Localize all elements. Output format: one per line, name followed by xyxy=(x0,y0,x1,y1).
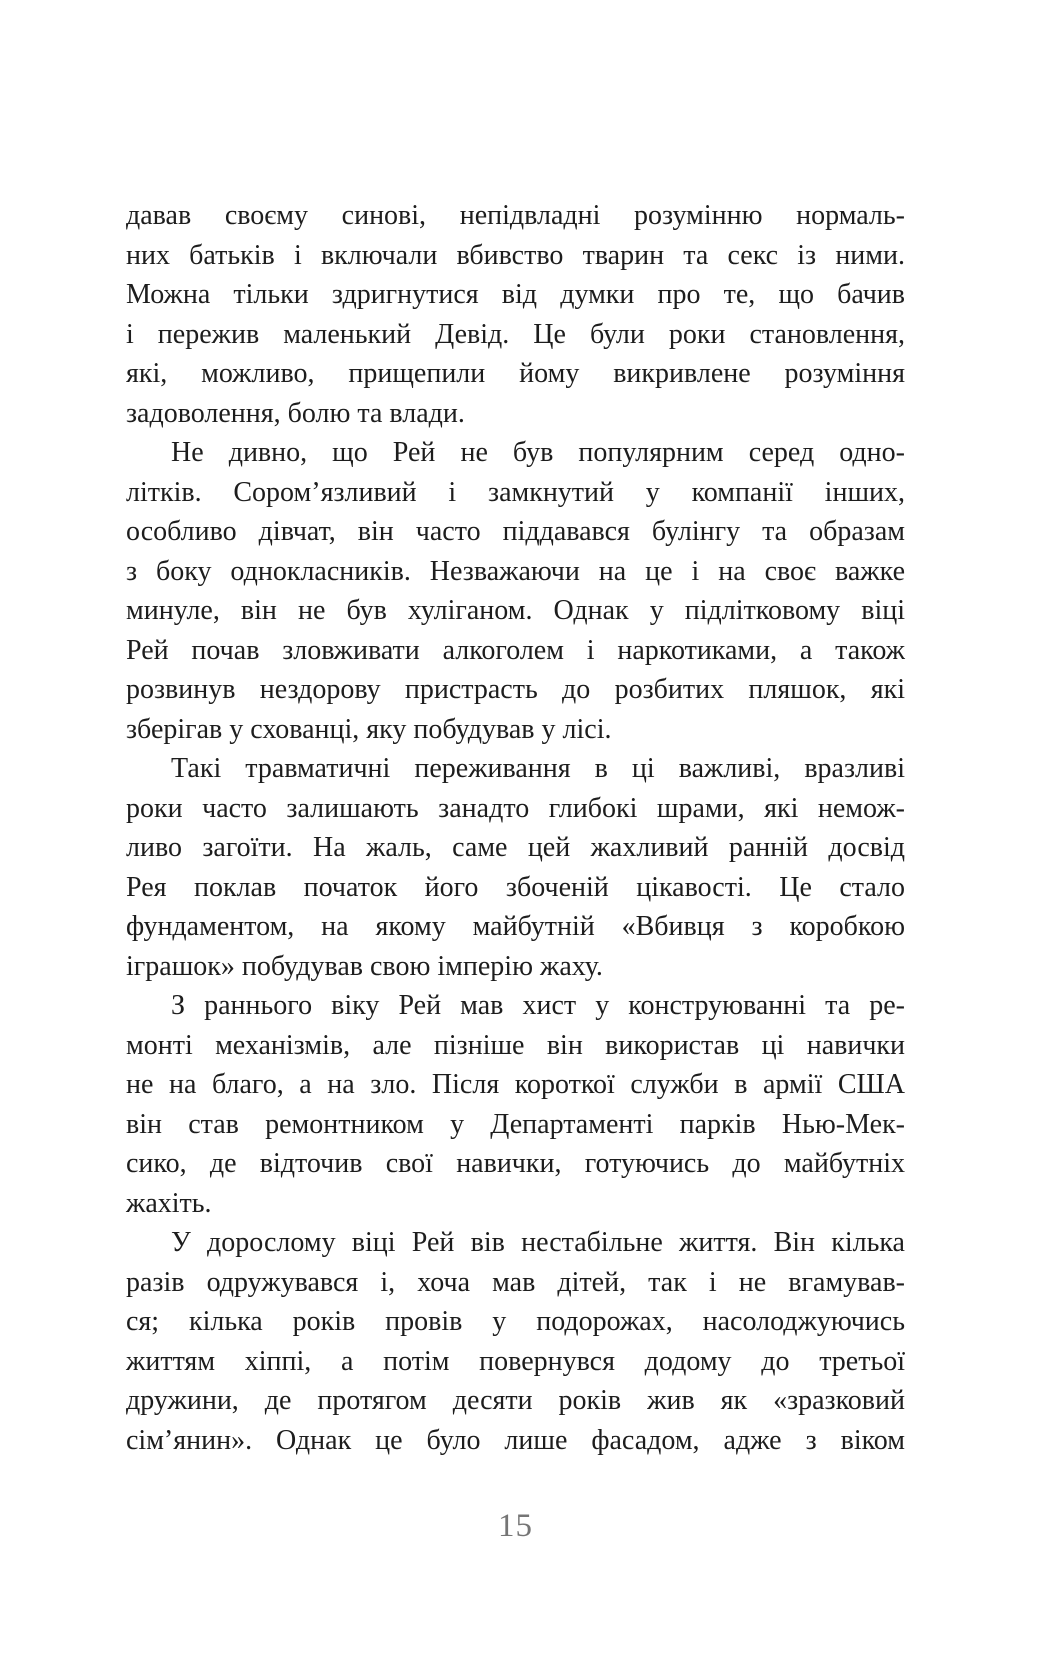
text-line: які, можливо, прищепили йому викривлене розуміння xyxy=(126,358,905,389)
text-line: У дорослому віці Рей вів нестабільне життя. Він кілька xyxy=(171,1227,905,1258)
text-line: ливо загоїти. На жаль, саме цей жахливий ранній досвід xyxy=(126,832,905,863)
text-line: і пережив маленький Девід. Це були роки становлення, xyxy=(126,318,905,350)
paragraph xyxy=(126,433,905,749)
paragraph xyxy=(126,196,905,433)
text-line: не на благо, а на зло. Після короткої служби в армії США xyxy=(126,1069,905,1100)
text-line: них батьків і включали вбивство тварин та секс із ними. xyxy=(126,239,905,271)
text-line: ся; кілька років провів у подорожах, насолоджуючись xyxy=(126,1306,905,1337)
text-line: зберігав у схованці, яку побудував у лісі. xyxy=(126,713,612,745)
page-number: 15 xyxy=(498,1508,533,1544)
text-line: монті механізмів, але пізніше він використав ці навички xyxy=(126,1029,905,1061)
text-line: жахіть. xyxy=(126,1187,212,1219)
text-line: Рей почав зловживати алкоголем і наркотиками, а також xyxy=(126,634,905,666)
text-line: Такі травматичні переживання в ці важливі, вразливі xyxy=(171,753,905,784)
text-line: сім’янин». Однак це було лише фасадом, адже з віком xyxy=(126,1424,905,1456)
text-line: іграшок» побудував свою імперію жаху. xyxy=(126,950,603,982)
text-line: розвинув нездорову пристрасть до розбитих пляшок, які xyxy=(126,674,905,705)
text-line: Можна тільки здригнутися від думки про те, що бачив xyxy=(126,279,905,310)
text-line: задоволення, болю та влади. xyxy=(126,397,465,429)
text-line: з боку однокласників. Незважаючи на це і на своє важке xyxy=(126,555,905,587)
text-line: дружини, де протягом десяти років жив як «зразковий xyxy=(126,1385,905,1416)
text-line: літків. Сором’язливий і замкнутий у компанії інших, xyxy=(126,476,905,508)
text-line: давав своєму синові, непідвладні розумінню нормаль- xyxy=(126,200,905,231)
paragraph xyxy=(126,986,905,1223)
text-line: він став ремонтником у Департаменті парків Нью-Мек- xyxy=(126,1108,905,1140)
text-line: фундаментом, на якому майбутній «Вбивця з коробкою xyxy=(126,911,905,942)
text-line: разів одружувався і, хоча мав дітей, так і не вгамував- xyxy=(126,1266,905,1298)
text-line: Рея поклав початок його збоченій цікавості. Це стало xyxy=(126,871,905,903)
paragraph xyxy=(126,749,905,986)
text-line: З раннього віку Рей мав хист у конструюванні та ре- xyxy=(171,990,905,1021)
text-line: минуле, він не був хуліганом. Однак у підлітковому віці xyxy=(126,595,905,626)
text-line: життям хіппі, а потім повернувся додому до третьої xyxy=(126,1345,905,1377)
paragraph xyxy=(126,1223,905,1460)
body-text xyxy=(126,196,905,1460)
text-line: роки часто залишають занадто глибокі шрами, які немож- xyxy=(126,792,905,824)
text-line: сико, де відточив свої навички, готуючись до майбутніх xyxy=(126,1148,905,1179)
text-line: Не дивно, що Рей не був популярним серед одно- xyxy=(171,437,905,468)
text-line: особливо дівчат, він часто піддавався булінгу та образам xyxy=(126,516,905,547)
